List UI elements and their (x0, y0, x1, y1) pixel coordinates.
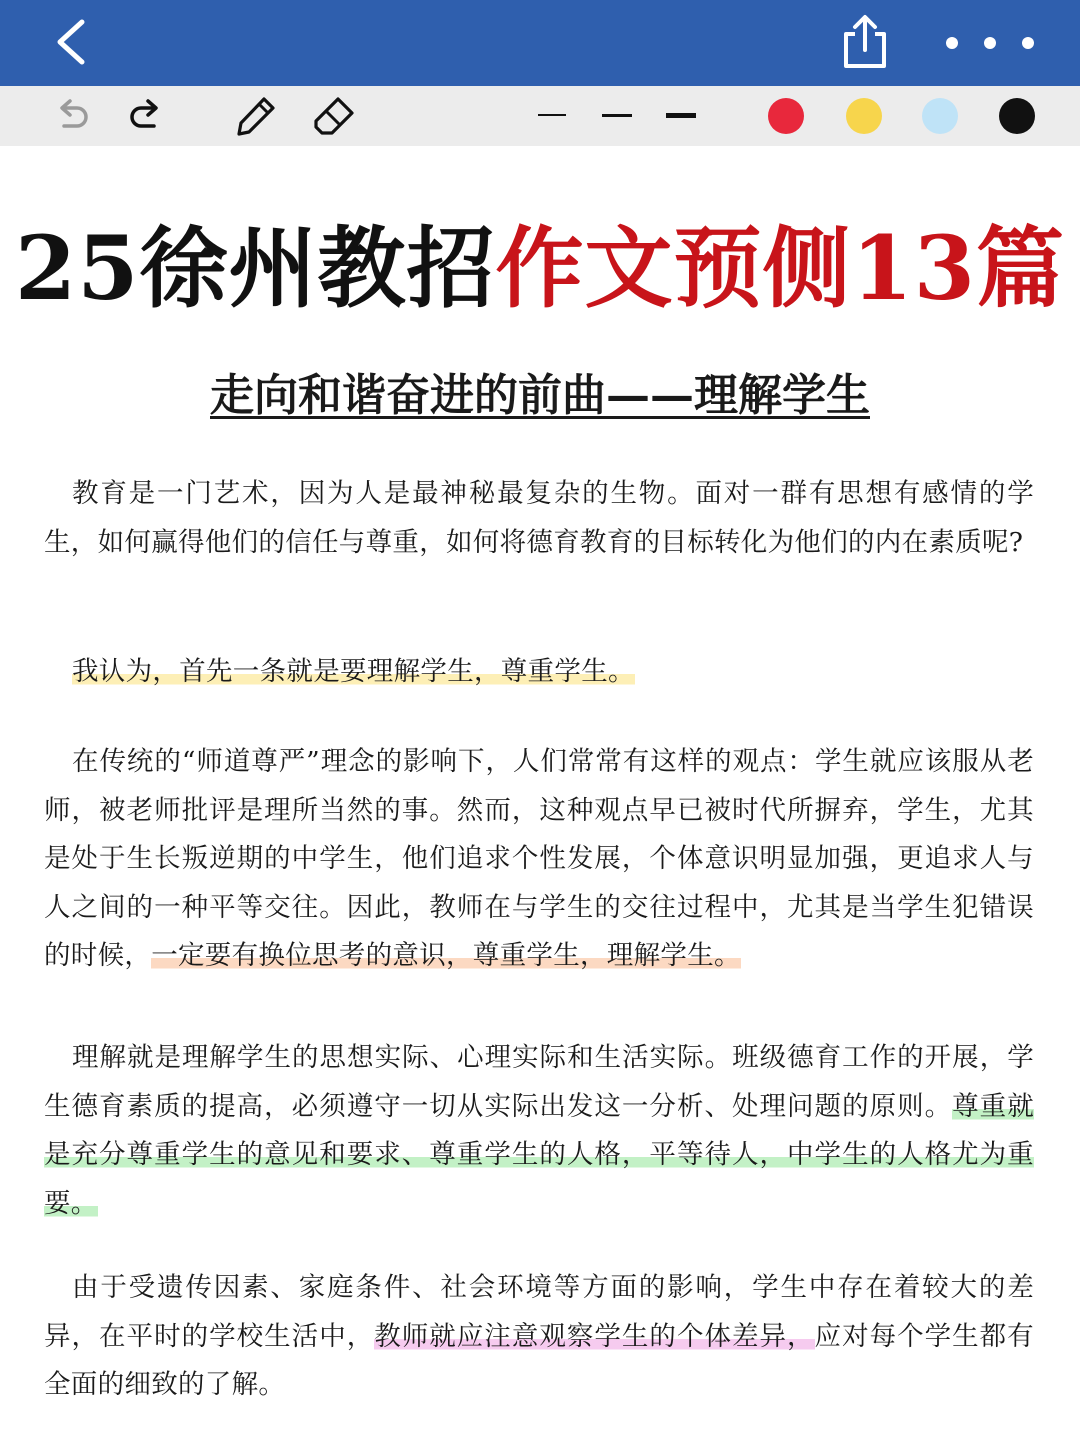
document-subtitle (0, 366, 1080, 426)
undo-icon[interactable] (50, 94, 94, 138)
title-red-part: 作文预侧13篇 (495, 216, 1065, 320)
highlighted-text: 我认为，首先一条就是要理解学生，尊重学生。 (72, 656, 635, 687)
color-red-swatch[interactable] (768, 98, 804, 134)
document-title (0, 218, 1080, 318)
line-thick-option[interactable] (666, 113, 696, 118)
paragraph-text: 教育是一门艺术，因为人是最神秘最复杂的生物。面对一群有思想有感情的学生，如何赢得他们的信任与尊重，如何将德育教育的目标转化为他们的内在素质呢? (44, 478, 1034, 558)
chevron-left-icon[interactable] (52, 18, 92, 66)
paragraph-3 (44, 738, 1034, 981)
title-black-part: 25徐州教招 (15, 216, 496, 320)
redo-icon[interactable] (124, 94, 168, 138)
top-app-bar (0, 0, 1080, 86)
color-black-swatch[interactable] (999, 98, 1035, 134)
paragraph-5 (44, 1264, 1034, 1410)
highlighted-text: 教师就应注意观察学生的个体差异， (374, 1320, 815, 1352)
eraser-icon[interactable] (312, 94, 356, 138)
line-medium-option[interactable] (602, 114, 632, 117)
more-dots-icon[interactable] (940, 36, 1040, 50)
pencil-icon[interactable] (234, 94, 278, 138)
paragraph-text: 由于受遗传因素、家庭条件、社会环境等方面的影响，学生中存在着较大的差异，在平时的学校生活中， (44, 1272, 1034, 1352)
highlighted-text: 尊重就是充分尊重学生的意见和要求、尊重学生的人格，平等待人，中学生的人格尤为重要。 (44, 1090, 1034, 1219)
share-icon[interactable] (838, 14, 892, 70)
paragraph-1 (44, 470, 1034, 567)
annotation-toolbar (0, 86, 1080, 146)
color-yellow-swatch[interactable] (846, 98, 882, 134)
subtitle-text: 走向和谐奋进的前曲——理解学生 (210, 370, 870, 421)
paragraph-4 (44, 1034, 1034, 1228)
paragraph-text: 在传统的“师道尊严”理念的影响下，人们常常有这样的观点：学生就应该服从老师，被老师批评是理所当然的事。然而，这种观点早已被时代所摒弃，学生，尤其是处于生长叛逆期的中学生，他们追求个性发展，个体意识明显加强，更追求人与人之间的一种平等交往。因此，教师在与学生的交往过程中，尤其是当学生犯错误的时候， (44, 746, 1034, 971)
paragraph-2 (44, 648, 1034, 697)
highlighted-text: 一定要有换位思考的意识，尊重学生，理解学生。 (151, 940, 741, 971)
color-lightblue-swatch[interactable] (922, 98, 958, 134)
paragraph-text: 理解就是理解学生的思想实际、心理实际和生活实际。班级德育工作的开展，学生德育素质的提高，必须遵守一切从实际出发这一分析、处理问题的原则。 (44, 1042, 1034, 1122)
paragraph-text: 应对每个学生都有全面的细致的了解。 (44, 1320, 1034, 1400)
line-thin-option[interactable] (538, 114, 566, 116)
